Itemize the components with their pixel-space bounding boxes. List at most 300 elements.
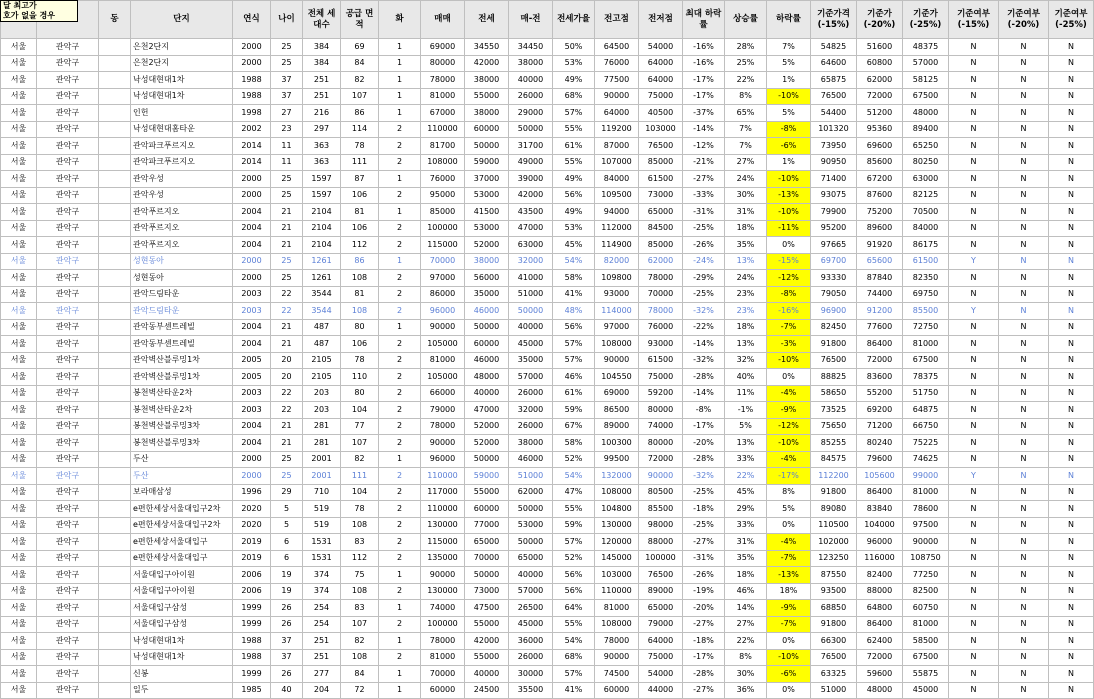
table-cell[interactable]: -26% (683, 567, 725, 584)
table-cell[interactable]: 2002 (233, 121, 271, 138)
table-cell[interactable]: 서울 (1, 303, 37, 320)
table-cell[interactable]: 서울 (1, 220, 37, 237)
table-cell[interactable]: 2000 (233, 171, 271, 188)
table-cell[interactable] (99, 121, 131, 138)
table-cell[interactable]: 22% (725, 72, 767, 89)
table-cell[interactable]: 100000 (639, 550, 683, 567)
table-cell[interactable]: N (949, 187, 999, 204)
table-cell[interactable]: 84500 (639, 220, 683, 237)
table-cell[interactable]: 2005 (233, 352, 271, 369)
table-cell[interactable]: N (999, 583, 1049, 600)
table-cell[interactable]: N (949, 154, 999, 171)
table-cell[interactable]: 37 (271, 72, 303, 89)
table-cell[interactable]: 76000 (639, 319, 683, 336)
table-cell[interactable]: N (999, 517, 1049, 534)
table-cell[interactable]: N (1049, 237, 1094, 254)
table-cell[interactable]: 116000 (857, 550, 903, 567)
table-cell[interactable]: 115000 (421, 534, 465, 551)
table-cell[interactable] (99, 402, 131, 419)
table-cell[interactable]: 31% (725, 534, 767, 551)
table-cell[interactable]: 73950 (811, 138, 857, 155)
table-cell[interactable]: 80 (341, 385, 379, 402)
table-cell[interactable]: 봉천벽산타운2차 (131, 402, 233, 419)
table-cell[interactable]: 8% (767, 484, 811, 501)
table-cell[interactable] (99, 534, 131, 551)
table-cell[interactable]: 서울 (1, 187, 37, 204)
table-cell[interactable]: 81 (341, 204, 379, 221)
table-cell[interactable]: 2006 (233, 583, 271, 600)
table-cell[interactable]: 33% (725, 517, 767, 534)
table-cell[interactable]: 130000 (421, 517, 465, 534)
table-cell[interactable]: 88000 (857, 583, 903, 600)
table-cell[interactable]: 낙성대현대1차 (131, 649, 233, 666)
table-cell[interactable]: 관악구 (37, 567, 99, 584)
table-cell[interactable]: 25% (725, 55, 767, 72)
table-cell[interactable]: 서울대입구삼성 (131, 600, 233, 617)
table-cell[interactable]: 40% (725, 369, 767, 386)
table-cell[interactable]: N (1049, 616, 1094, 633)
table-cell[interactable]: N (1049, 171, 1094, 188)
table-cell[interactable]: 0% (767, 682, 811, 699)
table-cell[interactable]: 63000 (903, 171, 949, 188)
table-cell[interactable]: 100300 (595, 435, 639, 452)
table-cell[interactable]: 서울 (1, 501, 37, 518)
column-header[interactable]: 전세 (465, 1, 509, 39)
table-cell[interactable]: 108 (341, 649, 379, 666)
table-cell[interactable] (99, 369, 131, 386)
table-cell[interactable]: 38000 (465, 105, 509, 122)
table-cell[interactable]: 35000 (465, 286, 509, 303)
table-cell[interactable]: N (999, 666, 1049, 683)
table-cell[interactable]: 1531 (303, 534, 341, 551)
table-cell[interactable]: 59200 (639, 385, 683, 402)
table-cell[interactable]: N (999, 204, 1049, 221)
table-cell[interactable]: 79900 (811, 204, 857, 221)
table-cell[interactable]: 관악벽산블루밍1차 (131, 352, 233, 369)
table-cell[interactable]: 30000 (509, 666, 553, 683)
table-cell[interactable]: 서울 (1, 567, 37, 584)
table-cell[interactable]: 관악구 (37, 550, 99, 567)
table-cell[interactable]: -3% (767, 336, 811, 353)
table-cell[interactable]: 56% (553, 567, 595, 584)
table-cell[interactable]: 63325 (811, 666, 857, 683)
table-cell[interactable]: 1 (379, 39, 421, 56)
table-cell[interactable]: 48% (553, 303, 595, 320)
table-cell[interactable]: 3544 (303, 286, 341, 303)
table-cell[interactable]: 90000 (421, 567, 465, 584)
table-cell[interactable]: N (999, 72, 1049, 89)
table-cell[interactable]: 1999 (233, 616, 271, 633)
table-cell[interactable]: 43500 (509, 204, 553, 221)
table-cell[interactable]: 50000 (509, 303, 553, 320)
table-cell[interactable]: N (1049, 270, 1094, 287)
table-cell[interactable]: 110000 (595, 583, 639, 600)
column-header[interactable]: 기준여부 (-15%) (949, 1, 999, 39)
table-cell[interactable]: N (949, 270, 999, 287)
table-cell[interactable]: 관악구 (37, 534, 99, 551)
table-cell[interactable]: 2000 (233, 451, 271, 468)
table-cell[interactable]: -17% (683, 72, 725, 89)
table-cell[interactable]: 66000 (421, 385, 465, 402)
table-cell[interactable]: N (949, 583, 999, 600)
table-cell[interactable]: 64600 (811, 55, 857, 72)
table-cell[interactable]: 384 (303, 39, 341, 56)
table-cell[interactable]: 2 (379, 154, 421, 171)
table-cell[interactable]: N (1049, 286, 1094, 303)
table-cell[interactable]: 46% (725, 583, 767, 600)
table-cell[interactable]: N (1049, 418, 1094, 435)
table-cell[interactable]: N (1049, 121, 1094, 138)
table-cell[interactable]: 27 (271, 105, 303, 122)
table-cell[interactable]: 203 (303, 385, 341, 402)
table-cell[interactable] (99, 567, 131, 584)
table-cell[interactable]: 487 (303, 336, 341, 353)
table-cell[interactable]: 114900 (595, 237, 639, 254)
table-cell[interactable]: 21 (271, 336, 303, 353)
table-cell[interactable]: 56% (553, 319, 595, 336)
table-cell[interactable]: 82125 (903, 187, 949, 204)
table-cell[interactable]: N (999, 105, 1049, 122)
table-cell[interactable]: 105000 (421, 369, 465, 386)
table-cell[interactable]: 93075 (811, 187, 857, 204)
table-cell[interactable]: 2020 (233, 517, 271, 534)
table-cell[interactable]: 서울 (1, 402, 37, 419)
table-cell[interactable]: 1 (379, 105, 421, 122)
table-cell[interactable] (99, 171, 131, 188)
table-cell[interactable]: 관악구 (37, 72, 99, 89)
table-cell[interactable]: 82450 (811, 319, 857, 336)
table-cell[interactable]: 서울 (1, 451, 37, 468)
table-cell[interactable]: 60750 (903, 600, 949, 617)
table-cell[interactable]: 40000 (465, 666, 509, 683)
table-cell[interactable]: 18% (767, 583, 811, 600)
table-cell[interactable]: 58% (553, 435, 595, 452)
table-cell[interactable]: 79000 (639, 616, 683, 633)
table-cell[interactable]: N (949, 435, 999, 452)
table-cell[interactable]: N (949, 567, 999, 584)
table-cell[interactable]: 62400 (857, 633, 903, 650)
table-cell[interactable]: 2 (379, 187, 421, 204)
table-cell[interactable]: 88825 (811, 369, 857, 386)
table-cell[interactable]: N (1049, 72, 1094, 89)
table-cell[interactable]: 68% (553, 88, 595, 105)
table-cell[interactable]: 29 (271, 484, 303, 501)
table-cell[interactable]: N (999, 649, 1049, 666)
table-cell[interactable]: 69200 (857, 402, 903, 419)
table-cell[interactable]: 277 (303, 666, 341, 683)
table-cell[interactable]: 1 (379, 451, 421, 468)
table-cell[interactable]: N (1049, 451, 1094, 468)
table-cell[interactable]: 45% (553, 237, 595, 254)
table-cell[interactable]: 72000 (639, 451, 683, 468)
table-cell[interactable]: N (999, 402, 1049, 419)
table-cell[interactable]: 64875 (903, 402, 949, 419)
table-cell[interactable]: 57% (553, 666, 595, 683)
table-cell[interactable]: 55200 (857, 385, 903, 402)
table-cell[interactable]: 74500 (595, 666, 639, 683)
table-cell[interactable]: -33% (683, 187, 725, 204)
table-cell[interactable]: N (1049, 253, 1094, 270)
table-cell[interactable]: 2000 (233, 468, 271, 485)
table-cell[interactable]: 85500 (639, 501, 683, 518)
table-cell[interactable]: 519 (303, 517, 341, 534)
table-cell[interactable]: 5 (271, 517, 303, 534)
table-cell[interactable]: N (949, 237, 999, 254)
table-cell[interactable]: N (999, 154, 1049, 171)
table-cell[interactable] (99, 220, 131, 237)
table-cell[interactable]: 81000 (595, 600, 639, 617)
table-cell[interactable]: 서울 (1, 484, 37, 501)
table-cell[interactable]: N (949, 336, 999, 353)
table-cell[interactable]: N (949, 55, 999, 72)
table-cell[interactable]: 관악우성 (131, 171, 233, 188)
table-cell[interactable]: N (949, 418, 999, 435)
table-cell[interactable]: 2000 (233, 55, 271, 72)
table-cell[interactable]: 2000 (233, 253, 271, 270)
table-cell[interactable]: 35% (725, 550, 767, 567)
table-cell[interactable]: 2 (379, 484, 421, 501)
table-cell[interactable]: 70000 (465, 550, 509, 567)
table-cell[interactable]: 서울 (1, 204, 37, 221)
table-cell[interactable] (99, 105, 131, 122)
table-cell[interactable]: 80000 (639, 435, 683, 452)
table-cell[interactable]: 83 (341, 600, 379, 617)
table-cell[interactable]: 50000 (465, 451, 509, 468)
table-cell[interactable]: 374 (303, 567, 341, 584)
table-cell[interactable]: 2 (379, 385, 421, 402)
table-cell[interactable]: 관악구 (37, 270, 99, 287)
table-cell[interactable]: 1 (379, 633, 421, 650)
table-cell[interactable]: 96000 (857, 534, 903, 551)
table-cell[interactable]: 79600 (857, 451, 903, 468)
column-header[interactable]: 하락률 (767, 1, 811, 39)
table-cell[interactable]: 관악구 (37, 303, 99, 320)
table-cell[interactable]: 59% (553, 402, 595, 419)
table-cell[interactable]: 54825 (811, 39, 857, 56)
table-cell[interactable]: 76500 (811, 649, 857, 666)
table-cell[interactable]: 1988 (233, 633, 271, 650)
table-cell[interactable]: -13% (767, 567, 811, 584)
table-cell[interactable]: 73000 (465, 583, 509, 600)
table-cell[interactable]: 관악구 (37, 319, 99, 336)
table-cell[interactable]: 85255 (811, 435, 857, 452)
table-cell[interactable]: -17% (767, 468, 811, 485)
table-cell[interactable]: 82 (341, 451, 379, 468)
table-cell[interactable]: -16% (683, 55, 725, 72)
table-cell[interactable]: N (1049, 336, 1094, 353)
table-cell[interactable]: 71400 (811, 171, 857, 188)
table-cell[interactable]: N (1049, 154, 1094, 171)
table-cell[interactable]: 112 (341, 550, 379, 567)
table-cell[interactable]: N (999, 484, 1049, 501)
table-cell[interactable]: 60000 (595, 682, 639, 699)
table-cell[interactable]: -10% (767, 352, 811, 369)
table-cell[interactable]: 58650 (811, 385, 857, 402)
table-cell[interactable]: 낙성대현대홈타운 (131, 121, 233, 138)
table-cell[interactable]: 2 (379, 303, 421, 320)
table-cell[interactable]: 109800 (595, 270, 639, 287)
table-cell[interactable]: 85000 (421, 204, 465, 221)
table-cell[interactable]: 관악벽산블루밍1차 (131, 369, 233, 386)
table-cell[interactable]: 52% (553, 550, 595, 567)
table-cell[interactable]: N (999, 55, 1049, 72)
table-cell[interactable]: 66300 (811, 633, 857, 650)
table-cell[interactable]: 2 (379, 336, 421, 353)
table-cell[interactable]: 86400 (857, 484, 903, 501)
table-cell[interactable]: 251 (303, 633, 341, 650)
table-cell[interactable] (99, 352, 131, 369)
table-cell[interactable]: N (949, 171, 999, 188)
table-cell[interactable]: -21% (683, 154, 725, 171)
table-cell[interactable] (99, 385, 131, 402)
table-cell[interactable]: 23% (725, 286, 767, 303)
table-cell[interactable]: -8% (767, 121, 811, 138)
column-header[interactable]: 매매 (421, 1, 465, 39)
table-cell[interactable]: 22% (725, 633, 767, 650)
table-cell[interactable]: 40500 (639, 105, 683, 122)
table-cell[interactable]: 110 (341, 369, 379, 386)
table-cell[interactable]: 1 (379, 204, 421, 221)
table-cell[interactable]: N (999, 385, 1049, 402)
table-cell[interactable]: 5% (725, 418, 767, 435)
table-cell[interactable]: 65000 (509, 550, 553, 567)
table-cell[interactable]: 83600 (857, 369, 903, 386)
table-cell[interactable]: 75000 (639, 88, 683, 105)
table-cell[interactable]: 39000 (509, 171, 553, 188)
table-cell[interactable]: N (999, 138, 1049, 155)
table-cell[interactable]: 67500 (903, 649, 949, 666)
table-cell[interactable]: N (1049, 517, 1094, 534)
table-cell[interactable]: 54000 (639, 39, 683, 56)
table-cell[interactable]: 2 (379, 616, 421, 633)
table-cell[interactable]: 2004 (233, 220, 271, 237)
table-cell[interactable]: 61% (553, 138, 595, 155)
table-cell[interactable]: 11% (725, 385, 767, 402)
table-cell[interactable] (99, 270, 131, 287)
table-cell[interactable]: 서울 (1, 435, 37, 452)
table-cell[interactable]: 91200 (857, 303, 903, 320)
table-cell[interactable]: 60000 (465, 336, 509, 353)
table-cell[interactable]: N (949, 204, 999, 221)
table-cell[interactable]: 관악구 (37, 237, 99, 254)
table-cell[interactable]: N (999, 352, 1049, 369)
table-cell[interactable]: 101320 (811, 121, 857, 138)
table-cell[interactable]: N (999, 171, 1049, 188)
table-cell[interactable]: N (1049, 187, 1094, 204)
table-cell[interactable]: 49000 (509, 154, 553, 171)
table-cell[interactable]: 18% (725, 220, 767, 237)
table-cell[interactable]: -24% (683, 253, 725, 270)
table-cell[interactable]: 64500 (595, 39, 639, 56)
table-cell[interactable]: 57000 (509, 369, 553, 386)
table-cell[interactable]: 52000 (465, 237, 509, 254)
table-cell[interactable]: 98000 (639, 517, 683, 534)
table-cell[interactable]: 75000 (639, 369, 683, 386)
table-cell[interactable]: 40000 (465, 385, 509, 402)
table-cell[interactable]: e편한세상서울대입구2차 (131, 517, 233, 534)
table-cell[interactable]: 관악파크푸르지오 (131, 154, 233, 171)
table-cell[interactable]: 60800 (857, 55, 903, 72)
table-cell[interactable]: 102000 (811, 534, 857, 551)
table-cell[interactable]: 65000 (639, 600, 683, 617)
table-cell[interactable]: Y (949, 253, 999, 270)
table-cell[interactable]: N (949, 616, 999, 633)
table-cell[interactable]: 관악구 (37, 336, 99, 353)
table-cell[interactable]: 89000 (639, 583, 683, 600)
table-cell[interactable]: 23 (271, 121, 303, 138)
table-cell[interactable]: 서울 (1, 352, 37, 369)
table-cell[interactable]: 관악구 (37, 385, 99, 402)
table-cell[interactable]: 서울 (1, 517, 37, 534)
table-cell[interactable]: 90000 (421, 435, 465, 452)
table-cell[interactable]: 88000 (639, 534, 683, 551)
table-cell[interactable]: -20% (683, 600, 725, 617)
table-cell[interactable]: 서울대입구아이원 (131, 583, 233, 600)
table-cell[interactable]: N (949, 72, 999, 89)
table-cell[interactable]: N (1049, 583, 1094, 600)
table-cell[interactable]: 2 (379, 270, 421, 287)
table-cell[interactable]: 5% (767, 501, 811, 518)
table-cell[interactable]: N (1049, 39, 1094, 56)
table-cell[interactable]: 낙성대현대1차 (131, 633, 233, 650)
table-cell[interactable]: 90950 (811, 154, 857, 171)
table-cell[interactable] (99, 435, 131, 452)
table-cell[interactable]: 46% (553, 369, 595, 386)
table-cell[interactable]: 487 (303, 319, 341, 336)
table-cell[interactable]: 41% (553, 682, 595, 699)
table-cell[interactable]: 73000 (639, 187, 683, 204)
table-cell[interactable]: 21 (271, 237, 303, 254)
table-cell[interactable]: 13% (725, 435, 767, 452)
table-cell[interactable]: -18% (683, 501, 725, 518)
table-cell[interactable]: 45% (725, 484, 767, 501)
table-cell[interactable]: 두산 (131, 468, 233, 485)
table-cell[interactable]: 83840 (857, 501, 903, 518)
table-cell[interactable]: 117000 (421, 484, 465, 501)
table-cell[interactable]: 36% (725, 682, 767, 699)
table-cell[interactable]: -10% (767, 88, 811, 105)
table-cell[interactable]: N (999, 616, 1049, 633)
table-cell[interactable]: 51600 (857, 39, 903, 56)
table-cell[interactable]: -14% (683, 385, 725, 402)
table-cell[interactable] (99, 550, 131, 567)
table-cell[interactable]: 서울 (1, 237, 37, 254)
table-cell[interactable]: 85600 (857, 154, 903, 171)
table-cell[interactable] (99, 451, 131, 468)
table-cell[interactable]: 106 (341, 220, 379, 237)
table-cell[interactable]: 55% (553, 154, 595, 171)
table-cell[interactable]: 봉천벽산블루밍3차 (131, 418, 233, 435)
table-cell[interactable]: 64000 (639, 72, 683, 89)
table-cell[interactable]: 21 (271, 319, 303, 336)
table-cell[interactable]: 낙성대현대1차 (131, 88, 233, 105)
table-cell[interactable]: 251 (303, 72, 341, 89)
table-cell[interactable]: N (999, 270, 1049, 287)
table-cell[interactable]: 56000 (465, 270, 509, 287)
table-cell[interactable]: 112 (341, 237, 379, 254)
table-cell[interactable]: 57000 (509, 583, 553, 600)
table-cell[interactable]: 32% (725, 352, 767, 369)
table-cell[interactable]: 24% (725, 270, 767, 287)
table-cell[interactable]: 2004 (233, 237, 271, 254)
table-cell[interactable]: 서울 (1, 88, 37, 105)
table-cell[interactable]: 65000 (639, 204, 683, 221)
table-cell[interactable]: 65% (725, 105, 767, 122)
table-cell[interactable]: 6 (271, 550, 303, 567)
table-cell[interactable]: 78375 (903, 369, 949, 386)
table-cell[interactable]: 84 (341, 55, 379, 72)
table-cell[interactable]: 108000 (595, 616, 639, 633)
